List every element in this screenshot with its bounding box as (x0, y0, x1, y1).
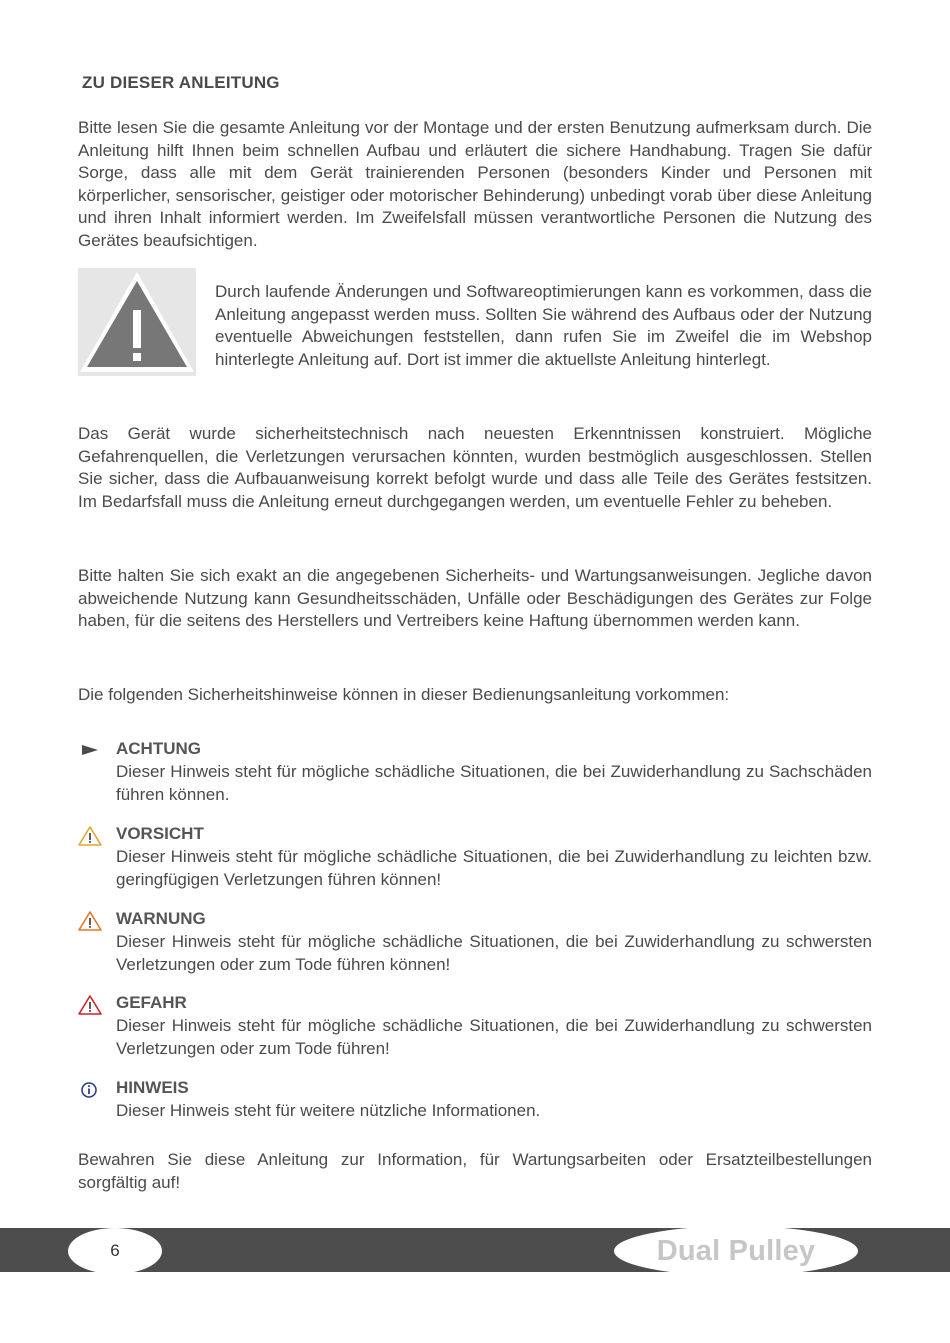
intro-paragraph: Bitte lesen Sie die gesamte Anleitung vor der Montage und der ersten Benutzung aufmerksam durch. Die Anleitung hilft Ihnen beim schnellen Aufbau und erläutert die sichere Handhabung. Tragen Sie dafür Sorge, dass alle mit dem Gerät trainierenden Personen (besonders Kinder und Personen mit körperlicher, sensorischer, geistiger oder motorischer Behinderung) unbedingt vorab über diese Anleitung und ihren Inhalt informiert werden. Im Zweifelsfall müssen verantwortliche Personen die Nutzung des Gerätes beaufsichtigen. (78, 118, 872, 250)
warning-box-text: Durch laufende Änderungen und Softwareoptimierungen kann es vorkommen, dass die Anleitung angepasst werden muss. Sollten Sie während des Aufbaus oder der Nutzung eventuelle Abweichungen feststellen, dann rufen Sie im Zweifel die im Webshop hinterlegte Anleitung auf. Dort ist immer die aktuellste Anleitung hinterlegt. (215, 282, 872, 369)
keep-instructions-paragraph: Bewahren Sie diese Anleitung zur Information, für Wartungsarbeiten oder Ersatzteilbestellungen sorgfältig auf! (78, 1150, 872, 1192)
notice-title: VORSICHT (116, 824, 204, 843)
notice-title: ACHTUNG (116, 739, 201, 758)
notice-title: HINWEIS (116, 1078, 189, 1097)
info-circle-icon (78, 1079, 102, 1101)
notice-title: GEFAHR (116, 993, 187, 1012)
notice-text: Dieser Hinweis steht für mögliche schädliche Situationen, die bei Zuwiderhandlung zu schwersten Verletzungen oder zum Tode führen können! (116, 932, 872, 974)
safety-paragraph: Das Gerät wurde sicherheitstechnisch nach neuesten Erkenntnissen konstruiert. Mögliche Gefahrenquellen, die Verletzungen verursachen könnten, wurden bestmöglich ausgeschlossen. Stellen Sie sicher, dass die Aufbauanweisung korrekt befolgt wurde und dass alle Teile des Gerätes festsitzen. Im Bedarfsfall muss die Anleitung erneut durchgegangen werden, um eventuelle Fehler zu beheben. (78, 424, 872, 511)
caution-triangle-icon (78, 825, 102, 847)
brand-name: Dual Pulley (656, 1235, 816, 1267)
warning-box (78, 268, 196, 376)
notice-text: Dieser Hinweis steht für mögliche schädliche Situationen, die bei Zuwiderhandlung zu leichten bzw. geringfügigen Verletzungen führen können! (116, 847, 872, 889)
warning-triangle-icon (78, 910, 102, 932)
notice-text: Dieser Hinweis steht für weitere nützliche Informationen. (116, 1101, 541, 1120)
notice-text: Dieser Hinweis steht für mögliche schädliche Situationen, die bei Zuwiderhandlung zu schwersten Verletzungen oder zum Tode führen! (116, 1016, 872, 1058)
instructions-paragraph: Bitte halten Sie sich exakt an die angegebenen Sicherheits- und Wartungsanweisungen. Jegliche davon abweichende Nutzung kann Gesundheitsschäden, Unfälle oder Beschädigungen des Gerätes zur Folge haben, für die seitens des Herstellers und Vertreibers keine Haftung übernommen werden kann. (78, 566, 872, 631)
pennant-flag-icon (78, 740, 102, 762)
notices-intro-paragraph: Die folgenden Sicherheitshinweise können in dieser Bedienungsanleitung vorkommen: (78, 685, 730, 704)
notice-title: WARNUNG (116, 909, 206, 928)
notice-text: Dieser Hinweis steht für mögliche schädliche Situationen, die bei Zuwiderhandlung zu Sachschäden führen können. (116, 762, 872, 804)
section-heading: ZU DIESER ANLEITUNG (82, 73, 280, 92)
page-number: 6 (110, 1241, 120, 1260)
danger-triangle-icon (78, 994, 102, 1016)
exclamation-warning-icon (78, 268, 196, 376)
